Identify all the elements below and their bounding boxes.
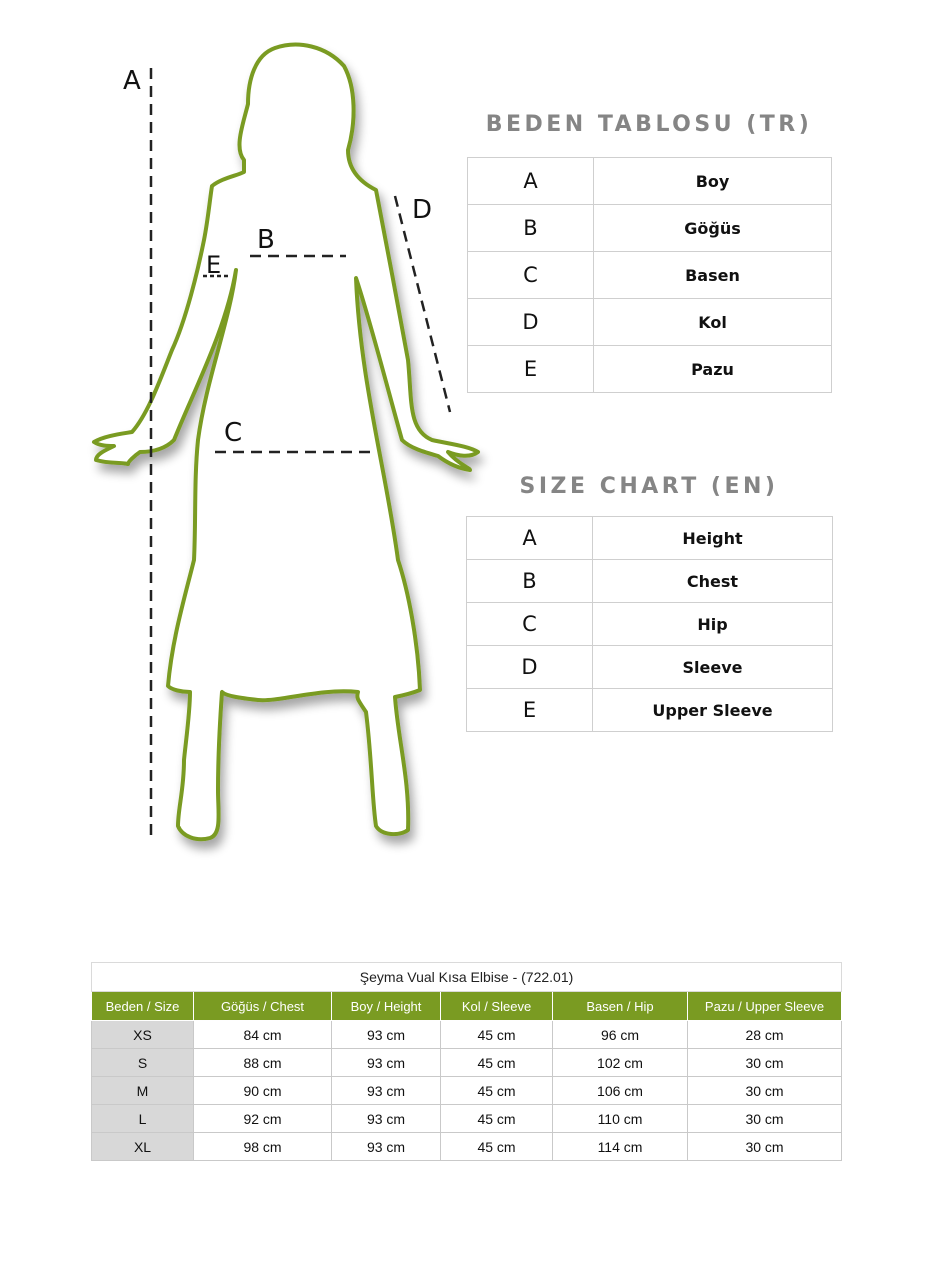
table-cell: 45 cm bbox=[441, 1077, 553, 1105]
table-cell: 93 cm bbox=[332, 1077, 441, 1105]
table-cell: 93 cm bbox=[332, 1049, 441, 1077]
table-row bbox=[467, 646, 833, 689]
measure-name: Upper Sleeve bbox=[593, 689, 833, 732]
figure-label-b: B bbox=[257, 225, 275, 255]
measure-name: Göğüs bbox=[594, 205, 832, 252]
measure-name: Sleeve bbox=[593, 646, 833, 689]
measure-name: Chest bbox=[593, 560, 833, 603]
column-header-upper-sleeve: Pazu / Upper Sleeve bbox=[688, 992, 842, 1021]
table-cell: 45 cm bbox=[441, 1021, 553, 1049]
measure-code: A bbox=[468, 158, 594, 205]
table-cell: 93 cm bbox=[332, 1021, 441, 1049]
table-cell: 98 cm bbox=[194, 1133, 332, 1161]
table-row bbox=[467, 517, 833, 560]
column-header-chest: Göğüs / Chest bbox=[194, 992, 332, 1021]
measure-code: A bbox=[467, 517, 593, 560]
size-cell: S bbox=[92, 1049, 194, 1077]
table-row bbox=[92, 1105, 842, 1133]
table-cell: 30 cm bbox=[688, 1133, 842, 1161]
measurement-table-tr bbox=[467, 157, 832, 393]
column-header-height: Boy / Height bbox=[332, 992, 441, 1021]
table-cell: 90 cm bbox=[194, 1077, 332, 1105]
figure-label-d: D bbox=[412, 195, 433, 225]
table-cell: 88 cm bbox=[194, 1049, 332, 1077]
measure-code: C bbox=[468, 252, 594, 299]
table-cell: 30 cm bbox=[688, 1077, 842, 1105]
size-table-header-row bbox=[92, 992, 842, 1021]
table-row bbox=[92, 1077, 842, 1105]
table-cell: 96 cm bbox=[553, 1021, 688, 1049]
measure-code: D bbox=[467, 646, 593, 689]
measurement-table-tr-title: BEDEN TABLOSU (TR) bbox=[485, 112, 813, 137]
table-cell: 45 cm bbox=[441, 1105, 553, 1133]
size-table bbox=[91, 962, 842, 1161]
table-row bbox=[468, 346, 832, 393]
table-row bbox=[468, 205, 832, 252]
measure-code: E bbox=[468, 346, 594, 393]
measure-name: Pazu bbox=[594, 346, 832, 393]
table-row bbox=[467, 603, 833, 646]
size-cell: XS bbox=[92, 1021, 194, 1049]
measure-code: E bbox=[467, 689, 593, 732]
table-row bbox=[92, 1049, 842, 1077]
table-row bbox=[467, 560, 833, 603]
column-header-size: Beden / Size bbox=[92, 992, 194, 1021]
figure-label-a: A bbox=[123, 66, 141, 96]
measurement-table-en-title: SIZE CHART (EN) bbox=[519, 474, 779, 499]
table-cell: 106 cm bbox=[553, 1077, 688, 1105]
figure-label-c: C bbox=[224, 418, 243, 448]
column-header-sleeve: Kol / Sleeve bbox=[441, 992, 553, 1021]
size-cell: XL bbox=[92, 1133, 194, 1161]
size-cell: M bbox=[92, 1077, 194, 1105]
measure-name: Height bbox=[593, 517, 833, 560]
measure-code: B bbox=[468, 205, 594, 252]
column-header-hip: Basen / Hip bbox=[553, 992, 688, 1021]
size-cell: L bbox=[92, 1105, 194, 1133]
table-cell: 110 cm bbox=[553, 1105, 688, 1133]
table-cell: 92 cm bbox=[194, 1105, 332, 1133]
table-row bbox=[92, 1133, 842, 1161]
measure-code: B bbox=[467, 560, 593, 603]
measurement-table-en bbox=[466, 516, 833, 732]
table-cell: 30 cm bbox=[688, 1049, 842, 1077]
measure-name: Hip bbox=[593, 603, 833, 646]
measure-name: Basen bbox=[594, 252, 832, 299]
figure-label-e: E bbox=[206, 251, 222, 279]
table-row bbox=[468, 158, 832, 205]
table-cell: 30 cm bbox=[688, 1105, 842, 1133]
table-row bbox=[468, 299, 832, 346]
measure-code: D bbox=[468, 299, 594, 346]
table-row bbox=[92, 1021, 842, 1049]
table-cell: 93 cm bbox=[332, 1133, 441, 1161]
table-cell: 84 cm bbox=[194, 1021, 332, 1049]
table-cell: 45 cm bbox=[441, 1133, 553, 1161]
table-cell: 28 cm bbox=[688, 1021, 842, 1049]
size-table-title: Şeyma Vual Kısa Elbise - (722.01) bbox=[92, 963, 842, 992]
measure-name: Boy bbox=[594, 158, 832, 205]
measure-code: C bbox=[467, 603, 593, 646]
table-cell: 45 cm bbox=[441, 1049, 553, 1077]
table-row bbox=[468, 252, 832, 299]
table-cell: 102 cm bbox=[553, 1049, 688, 1077]
table-cell: 93 cm bbox=[332, 1105, 441, 1133]
table-row bbox=[467, 689, 833, 732]
measure-name: Kol bbox=[594, 299, 832, 346]
table-cell: 114 cm bbox=[553, 1133, 688, 1161]
